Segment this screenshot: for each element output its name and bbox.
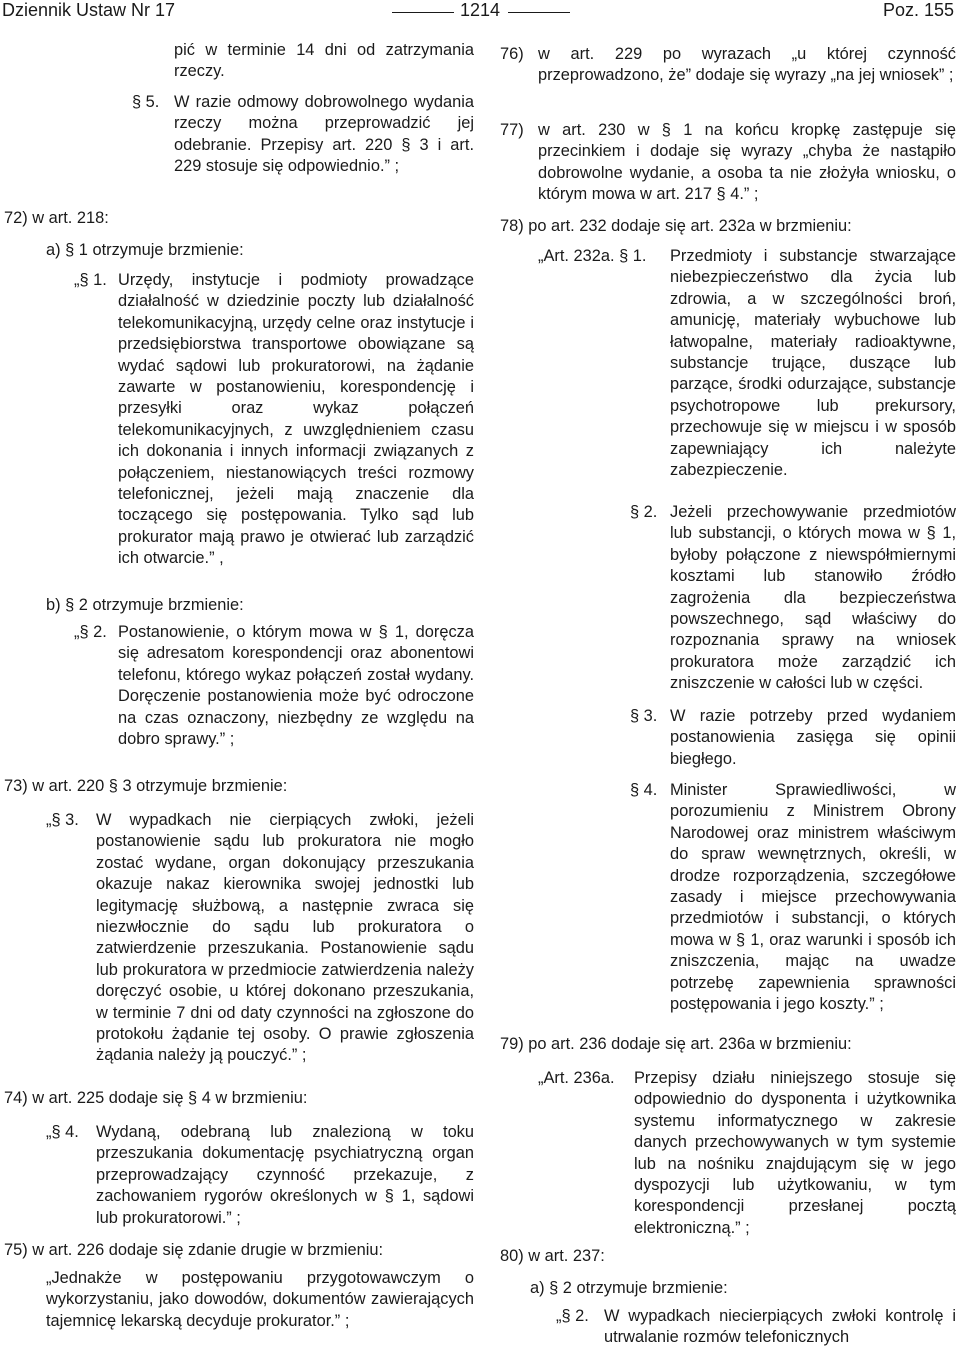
item-78-p3: W razie potrzeby przed wydaniem postanowienia zasięga się opinii biegłego. <box>670 707 956 768</box>
item-78-label: „Art. 232a. § 1. <box>538 247 647 265</box>
item-76-text: w art. 229 po wyrazach „u której czynność przeprowadzono, że” dodaje się wyrazy „na jej wniosek” ; <box>538 45 956 85</box>
paragraph-5-text: W razie odmowy dobrowolnego wydania rzeczy można przeprowadzić jej odebranie. Przepisy art. 220 § 3 i art. 229 stosuje się odpowiednio.” ; <box>174 93 474 176</box>
item-80a-heading: a) § 2 otrzymuje brzmienie: <box>530 1279 728 1297</box>
item-75-text: „Jednakże w postępowaniu przygotowawczym o wykorzystaniu, jako dowodów, dokumentów zawierających tajemnicę lekarską decyduje prokurator.” ; <box>46 1269 474 1330</box>
item-72a-label: „§ 1. <box>74 271 107 289</box>
item-74-text: Wydaną, odebraną lub znalezioną w toku przeszukania dokumentację psychiatryczną organ przeprowadzający czynność przekazuje, z zachowaniem rygorów określonych w § 1, sądowi lub prokuratorowi.” ; <box>96 1123 474 1227</box>
item-78-p2: Jeżeli przechowywanie przedmiotów lub substancji, o których mowa w § 1, byłoby połączone z niewspółmiernymi kosztami lub stanowiło źródło zagrożenia dla bezpieczeństwa powszechnego, sąd właściwy do rozpoznania sprawy na wniosek prokuratora może zarządzić ich zniszczenie w całości lub w części. <box>670 503 956 693</box>
page-number: 1214 <box>459 0 501 20</box>
item-72b-heading: b) § 2 otrzymuje brzmienie: <box>46 596 244 614</box>
continuation-text: pić w terminie 14 dni od zatrzymania rzeczy. <box>174 41 474 81</box>
header-rule-right <box>508 12 570 13</box>
item-78-p3-label: § 3. <box>630 707 658 725</box>
item-78-p1: Przedmioty i substancje stwarzające niebezpieczeństwo dla życia lub zdrowia, a w szczególności broń, amunicję, materiały wybuchowe lub łatwopalne, materiały radioaktywne, substancje trujące, duszące lub parzące, środki odurzające, substancje psychotropowe lub prekursory, przechowuje się w miejscu i w sposób zapewniający ich należyte zabezpieczenie. <box>670 247 956 480</box>
item-74-label: „§ 4. <box>46 1123 79 1141</box>
item-78-p4-label: § 4. <box>630 781 658 799</box>
item-79-label: „Art. 236a. <box>538 1069 615 1087</box>
item-72b-label: „§ 2. <box>74 623 107 641</box>
item-73-text: W wypadkach nie cierpiących zwłoki, jeżeli postanowienie sądu lub prokuratora nie mogło zostać wydane, organ dokonujący przeszukania okazuje nakaz kierownika swojej jednostki lub legitymację służbową, a następnie zwraca się niezwłocznie do sądu lub prokuratora o zatwierdzenie przeszukania. Postanowienie sądu lub prokuratora w przedmiocie zatwierdzenia należy doręczyć osobie, u której dokonano przeszukania, w terminie 7 dni od daty czynności na zgłoszone do protokołu żądanie tej osoby. O prawie zgłoszenia żądania należy ją pouczyć.” ; <box>96 811 474 1065</box>
item-72a-text: Urzędy, instytucje i podmioty prowadzące działalność w dziedzinie poczty lub działalność telekomunikacyjną, urzędy celne oraz instytucje i przedsiębiorstwa transportowe obowiązane są wydać sądowi lub prokuratorowi, na żądanie zawarte w postanowieniu, korespondencję i przesyłki oraz wykaz połączeń telekomunikacyjnych, z uwzględnieniem czasu ich dokonania i innych informacji związanych z połączeniem, niestanowiących treści rozmowy telefonicznej, jeżeli mają znaczenie dla toczącego się postępowania. Tylko sąd lub prokurator mają prawo je otwierać lub zarządzić ich otwarcie.” , <box>118 271 474 568</box>
item-78-p4: Minister Sprawiedliwości, w porozumieniu z Ministrem Obrony Narodowej oraz ministrem właściwym do spraw wewnętrznych, określi, w drodze rozporządzenia, szczegółowe zasady i miejsce przechowywania przedmiotów i substancji, o których mowa w § 1, oraz warunki i sposób ich zniszczenia, mając na uwadze potrzebę zapewnienia sprawności postępowania i jego koszty.” ; <box>670 781 956 1014</box>
item-79-heading: 79) po art. 236 dodaje się art. 236a w brzmieniu: <box>500 1035 852 1053</box>
item-73-label: „§ 3. <box>46 811 79 829</box>
item-80a-label: „§ 2. <box>556 1307 589 1325</box>
item-77-label: 77) <box>500 121 524 139</box>
item-80a-text: W wypadkach niecierpiących zwłoki kontrolę i utrwalanie rozmów telefonicznych <box>604 1307 956 1347</box>
item-78-p2-label: § 2. <box>630 503 658 521</box>
paragraph-5-label: § 5. <box>132 93 160 111</box>
page-header <box>0 0 960 26</box>
position-number: Poz. 155 <box>882 0 954 20</box>
item-79-text: Przepisy działu niniejszego stosuje się odpowiednio do dysponenta i użytkownika systemu informatycznego w zakresie danych przechowywanych w tym systemie lub na nośniku znajdującym się w jego dyspozycji lub użytkowaniu, w tym korespondencji przesłanej pocztą elektroniczną.” ; <box>634 1069 956 1237</box>
item-75-heading: 75) w art. 226 dodaje się zdanie drugie w brzmieniu: <box>4 1241 384 1259</box>
item-76-label: 76) <box>500 45 524 63</box>
item-80-heading: 80) w art. 237: <box>500 1247 605 1265</box>
journal-title: Dziennik Ustaw Nr 17 <box>2 0 176 20</box>
item-72a-heading: a) § 1 otrzymuje brzmienie: <box>46 241 244 259</box>
item-74-heading: 74) w art. 225 dodaje się § 4 w brzmieniu: <box>4 1089 308 1107</box>
item-72b-text: Postanowienie, o którym mowa w § 1, doręcza się adresatom korespondencji oraz abonentowi telefonu, którego wykaz połączeń został wydany. Doręczenie postanowienia może być odroczone na czas oznaczony, niezbędny ze względu na dobro sprawy.” ; <box>118 623 474 749</box>
item-77-text: w art. 230 w § 1 na końcu kropkę zastępuje się przecinkiem i dodaje się wyrazy „chyba że nastąpiło dobrowolne wydanie, a osoba ta nie złożyła wniosku, o którym mowa w art. 217 § 4.” ; <box>538 121 956 204</box>
item-78-heading: 78) po art. 232 dodaje się art. 232a w brzmieniu: <box>500 217 852 235</box>
item-73-heading: 73) w art. 220 § 3 otrzymuje brzmienie: <box>4 777 288 795</box>
item-72-heading: 72) w art. 218: <box>4 209 109 227</box>
